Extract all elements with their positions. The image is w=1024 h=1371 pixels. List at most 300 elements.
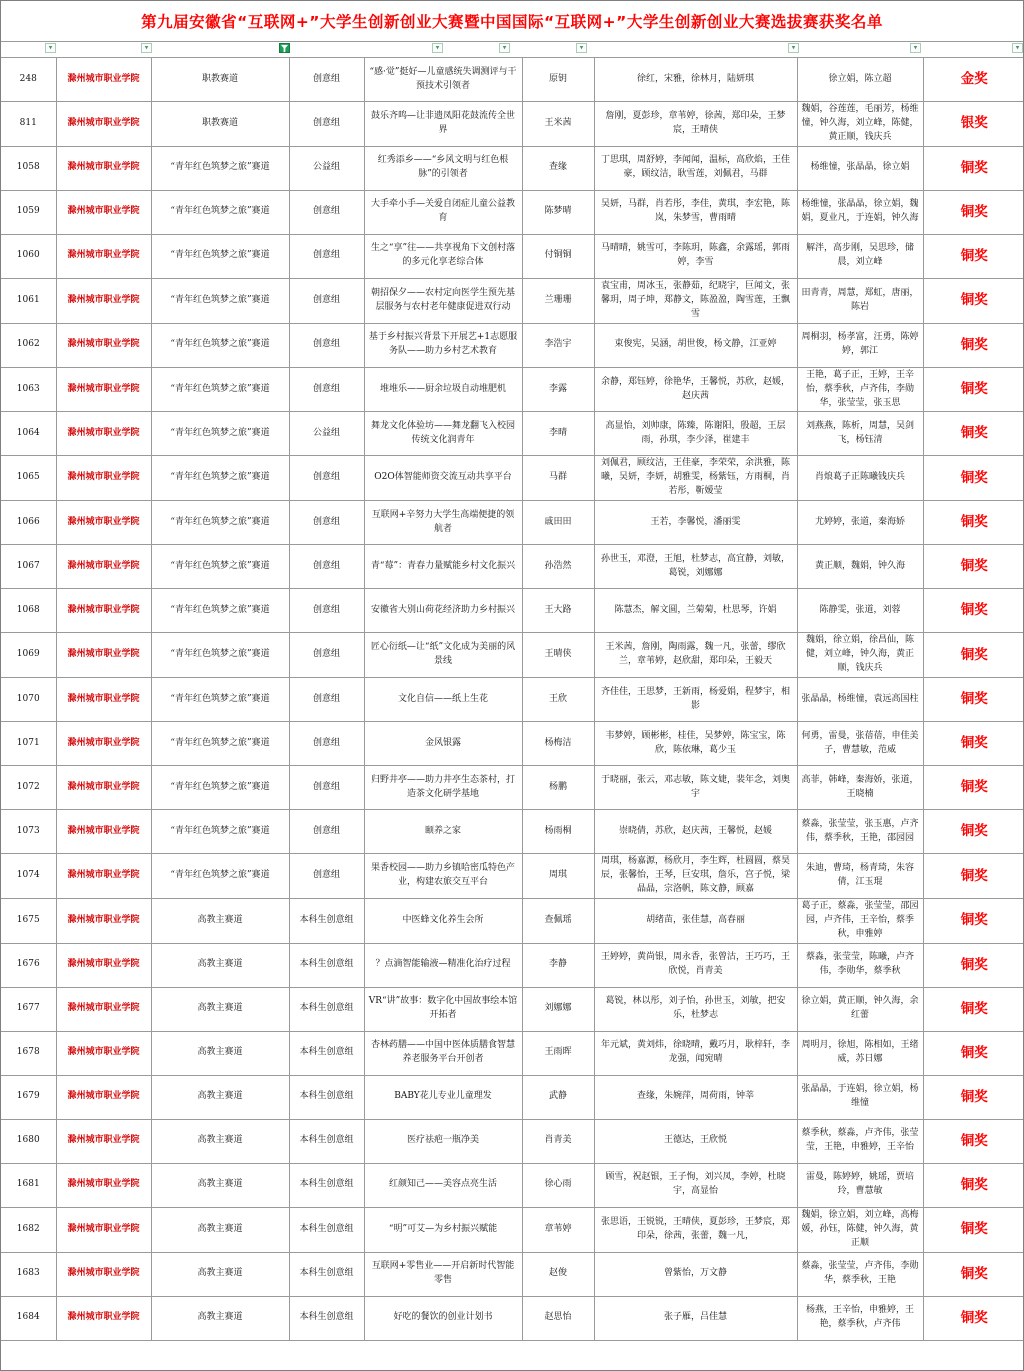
cell-project-name: 安徽省大别山荷花经济助力乡村振兴 [364,589,522,633]
cell-serial-number: 1071 [1,722,56,766]
cell-school-name: 滁州城市职业学院 [56,1119,151,1163]
cell-advisors: 张晶晶，于连娟，徐立娟，杨维憧 [797,1075,923,1119]
table-row [1,1207,1024,1252]
cell-project-name: 金风银露 [364,722,522,766]
cell-award: 铜奖 [923,1207,1024,1252]
dropdown-arrow-icon: ▾ [435,43,440,51]
cell-track: “青年红色筑梦之旅”赛道 [151,456,289,501]
cell-serial-number: 1069 [1,633,56,678]
dropdown-arrow-icon: ▾ [791,43,796,51]
cell-team-members: 韦梦婷，顾彬彬，桂佳，吴梦婷，陈宝宝，陈欣，陈依琳，葛少玉 [594,722,797,766]
cell-track: “青年红色筑梦之旅”赛道 [151,190,289,234]
cell-advisors: 魏娟，谷莲莲，毛丽芳，杨维憧，钟久海，刘立峰，陈健，黄正顺，钱庆兵 [797,102,923,147]
cell-track: 高教主赛道 [151,1031,289,1075]
filter-button-col-3-active[interactable] [279,43,290,53]
cell-award: 铜奖 [923,190,1024,234]
cell-school-name: 滁州城市职业学院 [56,766,151,810]
cell-leader: 马群 [522,456,594,501]
cell-award: 铜奖 [923,766,1024,810]
cell-school-name: 滁州城市职业学院 [56,987,151,1031]
cell-track: 高教主赛道 [151,1163,289,1207]
cell-school-name: 滁州城市职业学院 [56,545,151,589]
cell-advisors: 何勇，雷曼，张蓓蓓，申佳美子，曹慧敏，范威 [797,722,923,766]
cell-advisors: 蔡淼，张莹莹，卢齐伟，李勋华，蔡季秋，王艳 [797,1252,923,1296]
cell-leader: 周琪 [522,854,594,899]
cell-leader: 王米茜 [522,102,594,147]
cell-advisors: 刘燕燕，陈析，周慧，吴剑飞，杨钰清 [797,412,923,456]
table-row [1,234,1024,278]
cell-group: 创意组 [289,633,364,678]
cell-leader: 李晴 [522,412,594,456]
cell-project-name: 匠心衍纸—让“纸”文化成为美丽的风景线 [364,633,522,678]
cell-group: 创意组 [289,456,364,501]
cell-group: 创意组 [289,58,364,102]
cell-group: 创意组 [289,102,364,147]
cell-school-name: 滁州城市职业学院 [56,278,151,323]
cell-team-members: 孙世玉，邓澄，王旭，杜梦志，高宜静，刘敏，葛锐，刘娜娜 [594,545,797,589]
cell-leader: 赵思怡 [522,1296,594,1340]
cell-leader: 李浩宇 [522,323,594,367]
cell-leader: 原钥 [522,58,594,102]
dropdown-arrow-icon: ▾ [144,43,149,51]
table-row [1,367,1024,412]
cell-leader: 杨梅洁 [522,722,594,766]
cell-track: 高教主赛道 [151,1296,289,1340]
cell-award: 铜奖 [923,1163,1024,1207]
cell-school-name: 滁州城市职业学院 [56,589,151,633]
table-row [1,943,1024,987]
filter-button-col-8[interactable] [910,43,921,53]
cell-advisors: 魏娟，徐立娟，徐昌仙，陈健，刘立峰，钟久海，黄正顺，钱庆兵 [797,633,923,678]
cell-advisors: 蔡淼，张莹莹，陈曦，卢齐伟，李勋华，蔡季秋 [797,943,923,987]
table-row [1,854,1024,899]
cell-leader: 王欣 [522,678,594,722]
table-row [1,1252,1024,1296]
cell-project-name: 颐养之家 [364,810,522,854]
award-table-body [1,58,1024,1341]
cell-team-members: 徐红，宋雅，徐林月，陆妍琪 [594,58,797,102]
cell-group: 本科生创意组 [289,943,364,987]
cell-serial-number: 1070 [1,678,56,722]
cell-advisors: 徐立娟，黄正顺，钟久海，余红蕾 [797,987,923,1031]
cell-track: “青年红色筑梦之旅”赛道 [151,633,289,678]
dropdown-arrow-icon: ▾ [1015,43,1020,51]
cell-advisors: 肖烺葛子正陈曦钱庆兵 [797,456,923,501]
cell-leader: 杨雨桐 [522,810,594,854]
table-row [1,1163,1024,1207]
cell-serial-number: 1065 [1,456,56,501]
cell-leader: 赵俊 [522,1252,594,1296]
cell-leader: 孙浩然 [522,545,594,589]
table-row [1,323,1024,367]
cell-advisors: 周桐羽，杨孝富，汪勇，陈婷婷，郭江 [797,323,923,367]
cell-award: 铜奖 [923,589,1024,633]
cell-group: 本科生创意组 [289,1163,364,1207]
cell-serial-number: 1066 [1,501,56,545]
cell-school-name: 滁州城市职业学院 [56,456,151,501]
cell-group: 本科生创意组 [289,1252,364,1296]
cell-group: 创意组 [289,545,364,589]
cell-team-members: 陈慧杰，解文圆，兰菊菊，杜思琴，许娟 [594,589,797,633]
cell-track: 高教主赛道 [151,1207,289,1252]
cell-project-name: 鼓乐齐鸣—让非遗凤阳花鼓流传全世界 [364,102,522,147]
cell-project-name: 大手牵小手—关爱自闭症儿童公益教育 [364,190,522,234]
cell-group: 公益组 [289,412,364,456]
cell-advisors: 朱迪，曹琦，杨青琦，朱容倩，江玉琨 [797,854,923,899]
cell-serial-number: 1074 [1,854,56,899]
cell-advisors: 黄正顺，魏娟，钟久海 [797,545,923,589]
cell-school-name: 滁州城市职业学院 [56,1252,151,1296]
cell-project-name: O2O体智能师资交流互动共享平台 [364,456,522,501]
cell-serial-number: 811 [1,102,56,147]
cell-project-name: 青“莓”：青春力量赋能乡村文化振兴 [364,545,522,589]
filter-button-col-4[interactable] [432,43,443,53]
cell-award: 铜奖 [923,810,1024,854]
cell-team-members: 王婷婷，黄尚银，周永香，张曾沽，王巧巧，王欣悦，肖青美 [594,943,797,987]
cell-school-name: 滁州城市职业学院 [56,367,151,412]
cell-award: 铜奖 [923,1075,1024,1119]
cell-track: 高教主赛道 [151,987,289,1031]
filter-button-col-9[interactable] [1012,43,1023,53]
cell-school-name: 滁州城市职业学院 [56,898,151,943]
cell-project-name: 好吃的餐饮的创业计划书 [364,1296,522,1340]
cell-award: 铜奖 [923,456,1024,501]
cell-track: 职教赛道 [151,58,289,102]
cell-track: “青年红色筑梦之旅”赛道 [151,278,289,323]
cell-serial-number: 1677 [1,987,56,1031]
cell-project-name: 医疗祛疤一瓶净美 [364,1119,522,1163]
cell-team-members: 王德达，王欣悦 [594,1119,797,1163]
cell-advisors: 雷曼，陈婷婷，姚瑶，贾培玲，曹慧敏 [797,1163,923,1207]
cell-project-name: 红秀添乡——“乡风文明与红色根脉”的引领者 [364,146,522,190]
cell-project-name: 杏林药膳——中国中医体质膳食智慧养老服务平台开创者 [364,1031,522,1075]
cell-project-name: 堆堆乐——厨余垃圾自动堆肥机 [364,367,522,412]
cell-school-name: 滁州城市职业学院 [56,501,151,545]
cell-serial-number: 1064 [1,412,56,456]
cell-award: 铜奖 [923,678,1024,722]
cell-team-members: 高显怡，刘帅康，陈臻，陈谢阳，殷超，王层雨，孙琪，李少泽，崔建丰 [594,412,797,456]
cell-leader: 徐心雨 [522,1163,594,1207]
cell-school-name: 滁州城市职业学院 [56,1207,151,1252]
table-row [1,898,1024,943]
funnel-icon [280,44,289,53]
table-row [1,987,1024,1031]
cell-award: 铜奖 [923,412,1024,456]
cell-award: 铜奖 [923,1296,1024,1340]
cell-award: 铜奖 [923,633,1024,678]
dropdown-arrow-icon: ▾ [579,43,584,51]
cell-serial-number: 1072 [1,766,56,810]
cell-group: 创意组 [289,501,364,545]
cell-group: 本科生创意组 [289,1296,364,1340]
cell-team-members: 顾雪，祝赵银，王子恂，刘兴凤，李婷，杜晓宇，高显怡 [594,1163,797,1207]
cell-track: “青年红色筑梦之旅”赛道 [151,367,289,412]
cell-award: 铜奖 [923,234,1024,278]
table-row [1,633,1024,678]
cell-track: 职教赛道 [151,102,289,147]
cell-group: 创意组 [289,234,364,278]
cell-serial-number: 1061 [1,278,56,323]
cell-project-name: 互联网+辛努力大学生高端便捷的领航者 [364,501,522,545]
cell-track: “青年红色筑梦之旅”赛道 [151,234,289,278]
cell-leader: 戚田田 [522,501,594,545]
cell-project-name: VR“讲”故事：数字化中国故事绘本馆开拓者 [364,987,522,1031]
cell-advisors: 王艳，葛子正，王婷，王辛怡，蔡季秋，卢齐伟，李勋华，张莹莹，张玉思 [797,367,923,412]
cell-serial-number: 1067 [1,545,56,589]
cell-team-members: 吴妍，马群，肖若彤，李佳，黄琪，李宏艳，陈岚，朱梦雪，曹雨晴 [594,190,797,234]
table-row [1,456,1024,501]
cell-leader: 查佩瑶 [522,898,594,943]
cell-serial-number: 1680 [1,1119,56,1163]
table-row [1,545,1024,589]
table-row [1,1119,1024,1163]
cell-serial-number: 1059 [1,190,56,234]
table-row [1,766,1024,810]
dropdown-arrow-icon: ▾ [502,43,507,51]
cell-project-name: BABY花儿专业儿童理发 [364,1075,522,1119]
cell-serial-number: 1675 [1,898,56,943]
table-row [1,1031,1024,1075]
cell-project-name: ？点滴智能输液—精准化治疗过程 [364,943,522,987]
cell-award: 银奖 [923,102,1024,147]
cell-leader: 肖青美 [522,1119,594,1163]
cell-school-name: 滁州城市职业学院 [56,1163,151,1207]
cell-team-members: 马晴晴，姚雪可，李陈玥，陈鑫，余露瑶，郭雨婷，李雪 [594,234,797,278]
cell-advisors: 蔡淼，张莹莹，张玉惠，卢齐伟，蔡季秋，王艳，邵园园 [797,810,923,854]
cell-serial-number: 1676 [1,943,56,987]
cell-school-name: 滁州城市职业学院 [56,678,151,722]
cell-leader: 付铜铜 [522,234,594,278]
cell-team-members: 刘佩君，顾纹洁，王佳豪，李荣荣，余洪雅，陈曦，吴妍，李妍，胡雅雯，杨紫钰，方雨桐，肖若彤，靳嫒莹 [594,456,797,501]
cell-advisors: 杨燕，王辛怡，申雅婷，王艳，蔡季秋，卢齐伟 [797,1296,923,1340]
cell-advisors: 葛子正，蔡淼，张莹莹，邵园园，卢齐伟，王辛怡，蔡季秋，申雅婷 [797,898,923,943]
cell-group: 创意组 [289,810,364,854]
cell-track: “青年红色筑梦之旅”赛道 [151,810,289,854]
cell-serial-number: 1060 [1,234,56,278]
cell-award: 铜奖 [923,722,1024,766]
cell-leader: 章苇婷 [522,1207,594,1252]
cell-leader: 王大路 [522,589,594,633]
cell-group: 创意组 [289,766,364,810]
cell-project-name: 朝招保夕——农村定向医学生预先基层服务与农村老年健康促进双行动 [364,278,522,323]
cell-project-name: 果香校园——助力乡镇哈密瓜特色产业，构建农旅交互平台 [364,854,522,899]
cell-serial-number: 1681 [1,1163,56,1207]
cell-school-name: 滁州城市职业学院 [56,943,151,987]
cell-school-name: 滁州城市职业学院 [56,633,151,678]
cell-advisors: 魏娟，徐立娟，刘立峰，高梅媛，孙钰，陈健，钟久海，黄正顺 [797,1207,923,1252]
cell-advisors: 周明月，徐旭，陈相如，王绪威，苏日娜 [797,1031,923,1075]
cell-team-members: 于晓丽，张云，邓志敏，陈文婕，裴年念，刘奥宇 [594,766,797,810]
cell-track: “青年红色筑梦之旅”赛道 [151,589,289,633]
cell-team-members: 丁思琪，周舒婷，李闻闻，温标，高欣焰，王佳豪，顾纹洁，耿雪莲，刘佩君，马群 [594,146,797,190]
table-row [1,810,1024,854]
filter-button-col-2[interactable] [141,43,152,53]
cell-team-members: 葛锐，林以彤，刘子怡，孙世玉，刘敏，把安乐，杜梦志 [594,987,797,1031]
cell-team-members: 查缘，朱婉萍，周荷雨，钟莘 [594,1075,797,1119]
cell-leader: 杨鹏 [522,766,594,810]
cell-group: 本科生创意组 [289,898,364,943]
cell-award: 铜奖 [923,1031,1024,1075]
cell-group: 公益组 [289,146,364,190]
cell-project-name: 归野井亭——助力井亭生态茶村，打造茶文化研学基地 [364,766,522,810]
table-row [1,58,1024,102]
cell-team-members: 王米茜，詹刚，陶雨露，魏一凡，张蕾，缪欣兰，章苇婷，赵欣甜，郑印朵，王毅天 [594,633,797,678]
cell-project-name: 中医蜂文化养生会所 [364,898,522,943]
cell-award: 铜奖 [923,323,1024,367]
cell-advisors: 徐立娟，陈立超 [797,58,923,102]
cell-award: 铜奖 [923,367,1024,412]
cell-project-name: 文化自信——纸上生花 [364,678,522,722]
cell-project-name: 舞龙文化体验坊——舞龙翻飞入校园传统文化润青年 [364,412,522,456]
cell-serial-number: 248 [1,58,56,102]
cell-advisors: 尤婷婷，张道，秦海娇 [797,501,923,545]
table-row [1,190,1024,234]
cell-school-name: 滁州城市职业学院 [56,234,151,278]
cell-award: 铜奖 [923,854,1024,899]
cell-group: 本科生创意组 [289,1119,364,1163]
cell-school-name: 滁州城市职业学院 [56,1075,151,1119]
filter-button-col-7[interactable] [788,43,799,53]
cell-group: 创意组 [289,722,364,766]
cell-group: 本科生创意组 [289,987,364,1031]
cell-project-name: 红颜知己——美容点亮生活 [364,1163,522,1207]
cell-serial-number: 1682 [1,1207,56,1252]
table-row [1,589,1024,633]
cell-advisors: 蔡季秋，蔡淼，卢齐伟，张莹莹，王艳，申雅婷，王辛怡 [797,1119,923,1163]
table-row [1,278,1024,323]
cell-school-name: 滁州城市职业学院 [56,854,151,899]
cell-advisors: 陈静雯，张道，刘蓉 [797,589,923,633]
cell-advisors: 解泮，高步刚，吴思珍，储晨，刘立峰 [797,234,923,278]
cell-award: 铜奖 [923,1252,1024,1296]
cell-group: 创意组 [289,323,364,367]
cell-team-members: 周琪，杨嘉源，杨欣月，李生辉，杜圆圆，蔡昊辰，张馨怡，王琴，巨安琪，詹乐，宫子悦，梁晶晶，宗洛帆，陈文静，顾嘉 [594,854,797,899]
table-row [1,102,1024,147]
cell-team-members: 胡绪苗，张佳慧，高春丽 [594,898,797,943]
cell-project-name: “明”可艾—为乡村振兴赋能 [364,1207,522,1252]
cell-school-name: 滁州城市职业学院 [56,102,151,147]
page-title: 第九届安徽省“互联网+”大学生创新创业大赛暨中国国际“互联网+”大学生创新创业大赛选拔赛获奖名单 [141,13,883,31]
cell-leader: 王雨晖 [522,1031,594,1075]
cell-leader: 李露 [522,367,594,412]
filter-button-col-1[interactable] [45,43,56,53]
cell-award: 铜奖 [923,501,1024,545]
cell-track: 高教主赛道 [151,1075,289,1119]
cell-school-name: 滁州城市职业学院 [56,58,151,102]
cell-group: 本科生创意组 [289,1207,364,1252]
cell-serial-number: 1683 [1,1252,56,1296]
table-row [1,678,1024,722]
cell-group: 创意组 [289,589,364,633]
cell-award: 铜奖 [923,987,1024,1031]
cell-group: 本科生创意组 [289,1031,364,1075]
cell-serial-number: 1679 [1,1075,56,1119]
cell-leader: 查缘 [522,146,594,190]
cell-award: 铜奖 [923,1119,1024,1163]
cell-track: “青年红色筑梦之旅”赛道 [151,545,289,589]
cell-group: 创意组 [289,278,364,323]
cell-team-members: 张思语，王锐锐，王晴侠，夏彭珍，王梦宸，郑印朵，徐茜，张蕾，魏一凡， [594,1207,797,1252]
cell-leader: 李静 [522,943,594,987]
cell-group: 创意组 [289,367,364,412]
cell-team-members: 崇晓倩，苏欣，赵庆茜，王馨悦，赵媛 [594,810,797,854]
cell-award: 铜奖 [923,898,1024,943]
cell-serial-number: 1068 [1,589,56,633]
table-row [1,146,1024,190]
cell-school-name: 滁州城市职业学院 [56,323,151,367]
cell-school-name: 滁州城市职业学院 [56,810,151,854]
cell-track: “青年红色筑梦之旅”赛道 [151,854,289,899]
cell-advisors: 田青青，周慧，郑虹，唐丽，陈岩 [797,278,923,323]
cell-team-members: 张子雁，吕佳慧 [594,1296,797,1340]
cell-track: 高教主赛道 [151,1252,289,1296]
cell-award: 铜奖 [923,943,1024,987]
cell-track: “青年红色筑梦之旅”赛道 [151,412,289,456]
cell-award: 铜奖 [923,545,1024,589]
table-row [1,722,1024,766]
cell-serial-number: 1073 [1,810,56,854]
cell-advisors: 张晶晶，杨维憧，袁远高国柱 [797,678,923,722]
table-row [1,1075,1024,1119]
cell-team-members: 年元斌，黄刘炜，徐晓晴，戴巧月，耿梓轩，李龙强，闻宛晴 [594,1031,797,1075]
cell-team-members: 齐佳佳，王思梦，王新雨，杨爱娟，程梦宇，相影 [594,678,797,722]
cell-track: “青年红色筑梦之旅”赛道 [151,766,289,810]
cell-school-name: 滁州城市职业学院 [56,1031,151,1075]
cell-award: 金奖 [923,58,1024,102]
cell-serial-number: 1684 [1,1296,56,1340]
cell-track: “青年红色筑梦之旅”赛道 [151,146,289,190]
cell-team-members: 袁宝甫，周冰玉，张静茹，纪晓宇，巨闻文，张馨玥，周子坤，郑静文，陈盈盈，陶雪莲，王飘雪 [594,278,797,323]
dropdown-arrow-icon: ▾ [48,43,53,51]
cell-group: 创意组 [289,678,364,722]
cell-school-name: 滁州城市职业学院 [56,1296,151,1340]
cell-team-members: 束俊宪，吴涵，胡世俊，杨文静，江亚婷 [594,323,797,367]
cell-leader: 兰珊珊 [522,278,594,323]
cell-advisors: 杨维憧，张晶晶，徐立娟，魏娟，夏业凡，于连娟，钟久海 [797,190,923,234]
cell-track: “青年红色筑梦之旅”赛道 [151,678,289,722]
cell-school-name: 滁州城市职业学院 [56,722,151,766]
filter-button-col-5[interactable] [499,43,510,53]
cell-track: 高教主赛道 [151,898,289,943]
title-row [1,1,1023,42]
cell-advisors: 高菲，韩峰，秦海娇，张道，王晓楠 [797,766,923,810]
cell-serial-number: 1678 [1,1031,56,1075]
cell-group: 本科生创意组 [289,1075,364,1119]
cell-team-members: 曾紫怡，万文静 [594,1252,797,1296]
cell-award: 铜奖 [923,278,1024,323]
cell-serial-number: 1062 [1,323,56,367]
cell-project-name: 生之“享”往——共享视角下文创村落的多元化享老综合体 [364,234,522,278]
cell-project-name: 互联网+零售业——开启新时代智能零售 [364,1252,522,1296]
cell-leader: 武静 [522,1075,594,1119]
cell-track: 高教主赛道 [151,943,289,987]
cell-group: 创意组 [289,190,364,234]
cell-school-name: 滁州城市职业学院 [56,412,151,456]
cell-group: 创意组 [289,854,364,899]
table-row [1,412,1024,456]
table-row [1,501,1024,545]
cell-leader: 王晴侠 [522,633,594,678]
filter-button-col-6[interactable] [576,43,587,53]
cell-leader: 陈梦晴 [522,190,594,234]
cell-team-members: 詹刚，夏彭珍，章苇婷，徐茜，郑印朵，王梦宸，王晴侠 [594,102,797,147]
dropdown-arrow-icon: ▾ [913,43,918,51]
cell-leader: 刘娜娜 [522,987,594,1031]
award-table [1,57,1024,1341]
cell-school-name: 滁州城市职业学院 [56,146,151,190]
cell-track: “青年红色筑梦之旅”赛道 [151,722,289,766]
cell-team-members: 王若，李馨悦，潘丽雯 [594,501,797,545]
